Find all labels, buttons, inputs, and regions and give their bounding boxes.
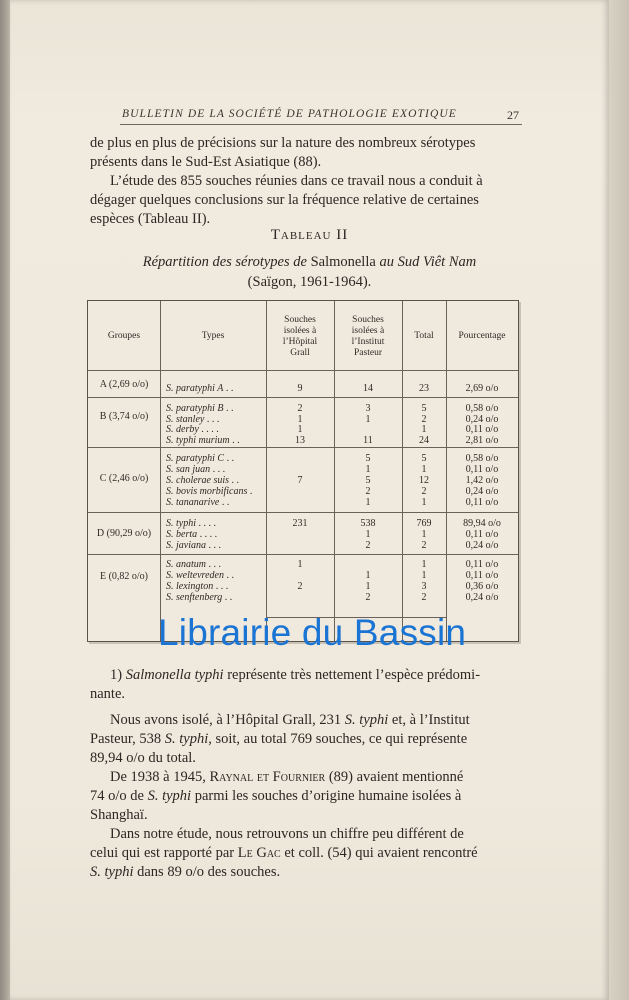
text-span: S. typhi (164, 731, 209, 747)
cell-pct: 0,11 o/o (465, 529, 499, 540)
cell-pct: 0,24 o/o (465, 592, 499, 603)
leader-dots: . . . (212, 464, 226, 475)
cell-type (166, 475, 239, 486)
leader-dots: . . (224, 592, 233, 603)
leader-dots: . . (226, 453, 235, 464)
cell-pasteur: 1 (365, 464, 371, 475)
cell-total: 1 (421, 497, 427, 508)
text-line: nante. (90, 686, 126, 702)
cell-grall: 2 (297, 403, 303, 414)
cell-total: 2 (421, 486, 427, 497)
text-line: 89,94 o/o du total. (90, 750, 196, 766)
cell-total: 1 (421, 529, 427, 540)
leader-dots: . . (225, 383, 234, 394)
cell-total: 5 (421, 453, 427, 464)
cell-pasteur: 2 (365, 592, 371, 603)
cell-grall: 9 (297, 383, 303, 394)
leader-dots: . (249, 486, 253, 497)
header-pasteur: Souches isolées à l’Institut Pasteur (351, 315, 385, 358)
text-line (90, 844, 520, 863)
table-label: Tableau II (270, 227, 349, 243)
group-label: A (2,69 o/o) (99, 379, 149, 390)
body-paragraph-2 (90, 711, 520, 768)
leader-dots: . . (226, 403, 234, 414)
text-line (90, 711, 520, 730)
leader-dots: . . (232, 435, 240, 446)
cell-total: 1 (421, 559, 427, 570)
text-span: et coll. (54) qui avaient rencontré (280, 845, 478, 861)
cell-grall: 1 (297, 414, 303, 425)
cell-grall: 1 (297, 424, 303, 435)
cell-pct: 2,69 o/o (465, 383, 499, 394)
cell-pasteur: 1 (365, 570, 371, 581)
type-name: S. paratyphi C (166, 453, 225, 464)
text-span: 74 o/o de (90, 788, 148, 804)
text-span: Pasteur, 538 (90, 731, 165, 747)
type-name: S. san juan (166, 464, 211, 475)
text-line (90, 787, 520, 806)
cell-grall: 1 (297, 559, 303, 570)
type-name: S. berta (166, 529, 198, 540)
body-paragraph-4 (90, 825, 520, 882)
book-page (10, 0, 609, 1000)
cell-pct: 0,24 o/o (465, 414, 499, 425)
cell-pasteur: 1 (365, 497, 371, 508)
cell-pct: 0,24 o/o (465, 540, 499, 551)
type-name: S. senftenberg (166, 592, 223, 603)
leader-dots: . . (226, 570, 234, 581)
cell-total: 2 (421, 592, 427, 603)
cell-pct: 0,58 o/o (465, 453, 499, 464)
caption-part: Répartition des sérotypes de (142, 254, 311, 270)
cell-type (166, 570, 234, 581)
cell-type (166, 424, 219, 435)
cell-pct: 1,42 o/o (465, 475, 499, 486)
table-caption (10, 254, 609, 271)
type-name: S. lexington (166, 581, 214, 592)
cell-type (166, 464, 225, 475)
header-types: Types (201, 331, 225, 341)
cell-pasteur: 2 (365, 486, 371, 497)
text-span: Raynal et Fournier (209, 769, 326, 785)
type-name: S. javiana (166, 540, 206, 551)
type-name: S. stanley (166, 414, 205, 425)
header-grall: Souches isolées à l’Hôpital Grall (282, 315, 318, 358)
group-label: C (2,46 o/o) (99, 473, 149, 484)
table-rule (88, 447, 518, 448)
leader-dots: . . . (208, 559, 221, 570)
serotype-table (87, 300, 519, 642)
text-span: dans 89 o/o des souches. (133, 864, 281, 880)
cell-grall: 7 (297, 475, 303, 486)
cell-type (166, 383, 233, 394)
text-span: celui qui est rapporté par (90, 845, 238, 861)
cell-pasteur: 1 (365, 529, 371, 540)
type-name: S. typhi (166, 518, 196, 529)
cell-type (166, 559, 221, 570)
leader-dots: . . . (206, 414, 220, 425)
cell-total: 2 (421, 540, 427, 551)
cell-pasteur: 5 (365, 453, 371, 464)
cell-pct: 89,94 o/o (463, 518, 501, 529)
leader-dots: . . (221, 497, 230, 508)
group-label: D (90,29 o/o) (96, 528, 152, 539)
cell-type (166, 592, 232, 603)
cell-total: 5 (421, 403, 427, 414)
running-header: BULLETIN DE LA SOCIÉTÉ DE PATHOLOGIE EXOTIQUE (122, 108, 457, 120)
type-name: S. derby (166, 424, 199, 435)
cell-pct: 0,36 o/o (465, 581, 499, 592)
cell-total: 1 (421, 464, 427, 475)
type-name: S. typhi murium (166, 435, 230, 446)
type-name: S. weltevreden (166, 570, 224, 581)
cell-type (166, 529, 217, 540)
page-number: 27 (507, 108, 519, 122)
text-span: Le Gac (237, 845, 281, 861)
cell-pct: 0,11 o/o (465, 424, 499, 435)
cell-grall: 231 (292, 518, 308, 529)
text-line: présents dans le Sud-Est Asiatique (88). (90, 154, 322, 170)
header-rule (120, 124, 522, 125)
text-line (90, 730, 520, 749)
page-stack-edge (609, 0, 629, 1000)
leader-dots: . . . (215, 581, 229, 592)
cell-pct: 0,58 o/o (465, 403, 499, 414)
cell-pasteur: 14 (363, 383, 373, 394)
cell-type (166, 497, 229, 508)
table-divider (160, 301, 161, 641)
cell-pasteur: 5 (365, 475, 371, 486)
text-line: dégager quelques conclusions sur la fréquence relative de certaines (90, 192, 479, 208)
cell-grall: 13 (295, 435, 305, 446)
cell-pct: 2,81 o/o (465, 435, 499, 446)
cell-pasteur: 3 (365, 403, 371, 414)
text-span: S. typhi (344, 712, 389, 728)
text-span: Nous avons isolé, à l’Hôpital Grall, 231 (110, 712, 345, 728)
table-rule (88, 554, 518, 555)
text-span: S. typhi (90, 864, 134, 880)
cell-type (166, 403, 234, 414)
cell-pasteur: 1 (365, 581, 371, 592)
body-paragraph-3 (90, 768, 520, 825)
type-name: S. tananarive (166, 497, 220, 508)
intro-paragraph-2 (90, 172, 520, 229)
caption-part: au Sud Viêt Nam (375, 254, 477, 270)
text-line (90, 666, 520, 685)
text-span: et, à l’Institut (388, 712, 470, 728)
type-name: S. bovis morbificans (166, 486, 248, 497)
text-span: De 1938 à 1945, (110, 769, 210, 785)
cell-type (166, 486, 252, 497)
table-caption-2: (Saïgon, 1961-1964). (247, 274, 372, 290)
table-rule (88, 370, 518, 371)
caption-genus: Salmonella (310, 254, 376, 270)
text-line: espèces (Tableau II). (90, 211, 211, 227)
table-rule (88, 512, 518, 513)
cell-pct: 0,11 o/o (465, 559, 499, 570)
header-total: Total (414, 331, 434, 341)
header-groupes: Groupes (107, 331, 141, 341)
type-name: S. paratyphi B (166, 403, 224, 414)
cell-total: 1 (421, 424, 427, 435)
body-paragraph-1 (90, 666, 520, 704)
cell-pasteur: 2 (365, 540, 371, 551)
text-span: Salmonella typhi (125, 667, 224, 683)
cell-total: 2 (421, 414, 427, 425)
cell-type (166, 518, 216, 529)
text-span: parmi les souches d’origine humaine isolées à (191, 788, 462, 804)
header-pourcentage: Pourcentage (458, 331, 506, 341)
cell-pasteur: 538 (360, 518, 376, 529)
text-span: (89) avaient mentionné (325, 769, 464, 785)
cell-pct: 0,11 o/o (465, 570, 499, 581)
cell-total: 3 (421, 581, 427, 592)
cell-pasteur: 11 (363, 435, 373, 446)
group-label: E (0,82 o/o) (99, 571, 149, 582)
cell-total: 1 (421, 570, 427, 581)
text-line (90, 768, 520, 787)
cell-total: 24 (419, 435, 429, 446)
text-span: représente très nettement l’espèce prédomi- (223, 667, 481, 683)
cell-pct: 0,24 o/o (465, 486, 499, 497)
leader-dots: . . (231, 475, 240, 486)
leader-dots: . . . . (201, 424, 219, 435)
cell-type (166, 435, 240, 446)
type-name: S. paratyphi A (166, 383, 224, 394)
type-name: S. cholerae suis (166, 475, 230, 486)
group-label: B (3,74 o/o) (99, 411, 149, 422)
text-line: de plus en plus de précisions sur la nature des nombreux sérotypes (90, 135, 476, 151)
cell-total: 769 (416, 518, 432, 529)
table-rule (88, 397, 518, 398)
leader-dots: . . . . (199, 529, 218, 540)
cell-type (166, 453, 234, 464)
text-line: Dans notre étude, nous retrouvons un chiffre peu différent de (110, 826, 464, 842)
cell-total: 12 (419, 475, 429, 486)
watermark: Librairie du Bassin (158, 612, 467, 653)
intro-paragraph-1 (90, 134, 520, 172)
text-line: L’étude des 855 souches réunies dans ce travail nous a conduit à (110, 173, 483, 189)
cell-type (166, 581, 228, 592)
text-line (90, 863, 520, 882)
cell-pct: 0,11 o/o (465, 464, 499, 475)
cell-type (166, 540, 221, 551)
text-span: 1) (110, 667, 126, 683)
cell-grall: 2 (297, 581, 303, 592)
text-span: , soit, au total 769 souches, ce qui représente (208, 731, 468, 747)
cell-pasteur: 1 (365, 414, 371, 425)
cell-pct: 0,11 o/o (465, 497, 499, 508)
leader-dots: . . . (208, 540, 221, 551)
leader-dots: . . . . (198, 518, 216, 529)
type-name: S. anatum (166, 559, 206, 570)
text-line: Shanghaï. (90, 807, 148, 823)
cell-total: 23 (419, 383, 429, 394)
text-span: S. typhi (147, 788, 192, 804)
